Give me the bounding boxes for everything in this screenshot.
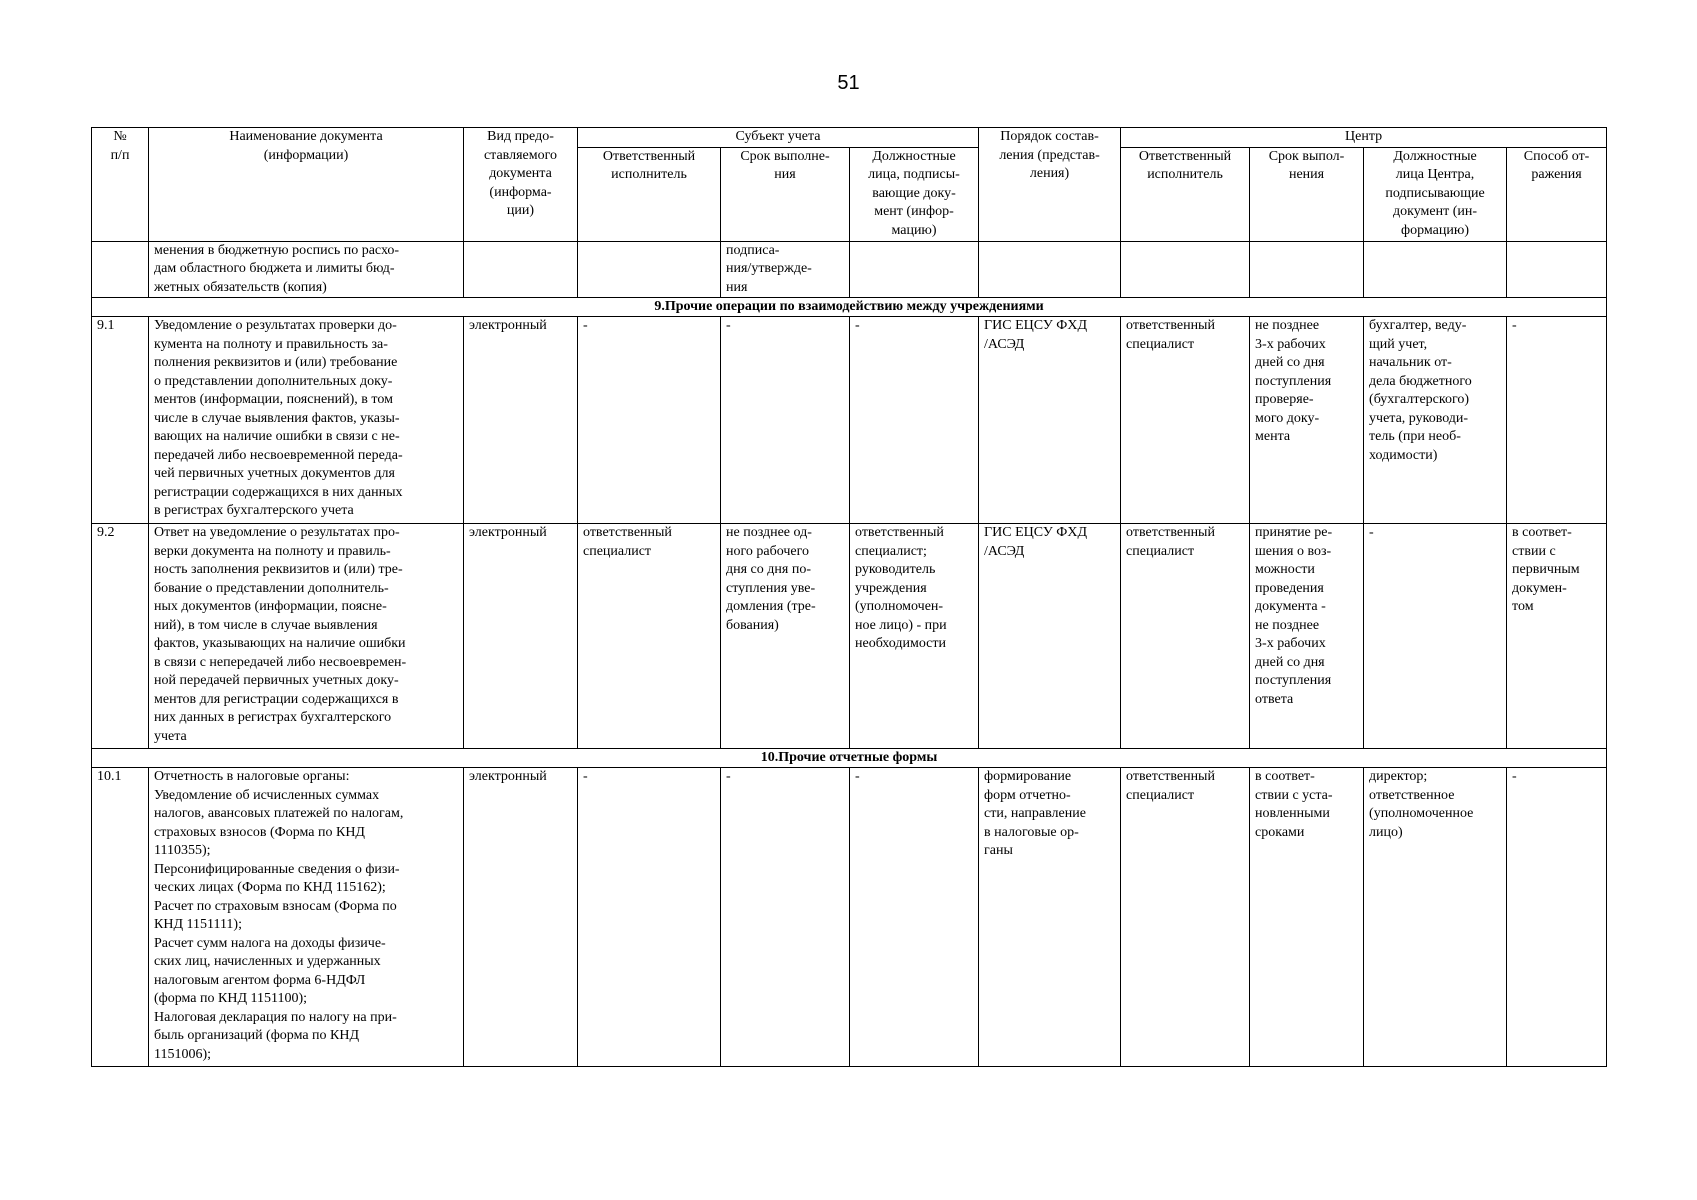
section-title-9: 9.Прочие операции по взаимодействию между учреждениями (92, 298, 1607, 317)
table-row (92, 524, 1607, 749)
cell-num: 9.1 (92, 317, 149, 524)
cell-subject-responsible: - (578, 317, 721, 524)
cell-subject-officials (850, 241, 979, 298)
cell-order (979, 241, 1121, 298)
cell-center-method (1507, 241, 1607, 298)
header-row (92, 128, 1607, 148)
cell-order: формирование форм отчетно- сти, направление в налоговые ор- ганы (979, 768, 1121, 1067)
header-subject-officials: Должностные лица, подписы- вающие доку- мент (инфор- мацию) (850, 147, 979, 241)
cell-subject-officials: - (850, 768, 979, 1067)
cell-doc-type (464, 241, 578, 298)
cell-center-responsible: ответственный специалист (1121, 317, 1250, 524)
cell-doc-name: Ответ на уведомление о результатах про- верки документа на полноту и правиль- ность заполнения реквизитов и (или) тре- бование о представлении дополнитель- ных документов (информации, поясне- ний), в том числе в случае выявления фактов, указывающих на наличие ошибки в связи с непередачей либо несвоевремен- ной передачей первичных учетных доку- ментов для регистрации содержащихся в них данных в регистрах бухгалтерского учета (149, 524, 464, 749)
header-center-method: Способ от- ражения (1507, 147, 1607, 241)
cell-center-method: - (1507, 768, 1607, 1067)
cell-center-officials: директор; ответственное (уполномоченное лицо) (1364, 768, 1507, 1067)
section-title-10: 10.Прочие отчетные формы (92, 749, 1607, 768)
header-center-group: Центр (1121, 128, 1607, 148)
cell-subject-deadline: - (721, 768, 850, 1067)
cell-subject-deadline: подписа- ния/утвержде- ния (721, 241, 850, 298)
cell-center-responsible: ответственный специалист (1121, 524, 1250, 749)
header-subject-deadline: Срок выполне- ния (721, 147, 850, 241)
header-center-officials: Должностные лица Центра, подписывающие документ (ин- формацию) (1364, 147, 1507, 241)
cell-doc-name: менения в бюджетную роспись по расхо- дам областного бюджета и лимиты бюд- жетных обязательств (копия) (149, 241, 464, 298)
cell-doc-type: электронный (464, 524, 578, 749)
section-row (92, 298, 1607, 317)
table-row (92, 317, 1607, 524)
cell-num: 9.2 (92, 524, 149, 749)
header-order: Порядок состав- ления (представ- ления) (979, 128, 1121, 242)
cell-center-officials (1364, 241, 1507, 298)
cell-center-deadline: в соответ- ствии с уста- новленными сроками (1250, 768, 1364, 1067)
cell-num: 10.1 (92, 768, 149, 1067)
cell-center-officials: - (1364, 524, 1507, 749)
cell-center-responsible (1121, 241, 1250, 298)
cell-center-officials: бухгалтер, веду- щий учет, начальник от- дела бюджетного (бухгалтерского) учета, руководи- тель (при необ- ходимости) (1364, 317, 1507, 524)
header-num: № п/п (92, 128, 149, 242)
cell-doc-name: Уведомление о результатах проверки до- кумента на полноту и правильность за- полнения реквизитов и (или) требование о представлении дополнительных доку- ментов (информации, пояснений), в том числе в случае выявления фактов, указы- вающих на наличие ошибки в связи с не- передачей либо несвоевременной переда- чей первичных учетных документов для регистрации содержащихся в них данных в регистрах бухгалтерского учета (149, 317, 464, 524)
cell-subject-officials: ответственный специалист; руководитель учреждения (уполномочен- ное лицо) - при необходимости (850, 524, 979, 749)
section-row (92, 749, 1607, 768)
header-subject-responsible: Ответственный исполнитель (578, 147, 721, 241)
cell-subject-deadline: не позднее од- ного рабочего дня со дня по- ступления уве- домления (тре- бования) (721, 524, 850, 749)
cell-center-deadline (1250, 241, 1364, 298)
cell-subject-responsible (578, 241, 721, 298)
cell-doc-name: Отчетность в налоговые органы: Уведомление об исчисленных суммах налогов, авансовых платежей по налогам, страховых взносов (Форма по КНД 1110355); Персонифицированные сведения о физи- ческих лицах (Форма по КНД 115162); Расчет по страховым взносам (Форма по КНД 1151111); Расчет сумм налога на доходы физиче- ских лиц, начисленных и удержанных налоговым агентом форма 6-НДФЛ (форма по КНД 1151100); Налоговая декларация по налогу на при- быль организаций (форма по КНД 1151006); (149, 768, 464, 1067)
table-row (92, 768, 1607, 1067)
cell-subject-responsible: ответственный специалист (578, 524, 721, 749)
cell-order: ГИС ЕЦСУ ФХД /АСЭД (979, 524, 1121, 749)
header-center-deadline: Срок выпол- нения (1250, 147, 1364, 241)
cell-doc-type: электронный (464, 317, 578, 524)
cell-order: ГИС ЕЦСУ ФХД /АСЭД (979, 317, 1121, 524)
cell-subject-responsible: - (578, 768, 721, 1067)
cell-subject-deadline: - (721, 317, 850, 524)
header-center-responsible: Ответственный исполнитель (1121, 147, 1250, 241)
header-doc-name: Наименование документа (информации) (149, 128, 464, 242)
header-doc-type: Вид предо- ставляемого документа (информа- ции) (464, 128, 578, 242)
document-table (91, 127, 1607, 1067)
header-subject-group: Субъект учета (578, 128, 979, 148)
cell-center-responsible: ответственный специалист (1121, 768, 1250, 1067)
cell-center-deadline: не позднее 3-х рабочих дней со дня поступления проверяе- мого доку- мента (1250, 317, 1364, 524)
cell-center-deadline: принятие ре- шения о воз- можности проведения документа - не позднее 3-х рабочих дней со дня поступления ответа (1250, 524, 1364, 749)
page-number: 51 (837, 72, 860, 94)
table-row (92, 241, 1607, 298)
cell-doc-type: электронный (464, 768, 578, 1067)
cell-center-method: - (1507, 317, 1607, 524)
cell-subject-officials: - (850, 317, 979, 524)
cell-num (92, 241, 149, 298)
cell-center-method: в соответ- ствии с первичным докумен- том (1507, 524, 1607, 749)
